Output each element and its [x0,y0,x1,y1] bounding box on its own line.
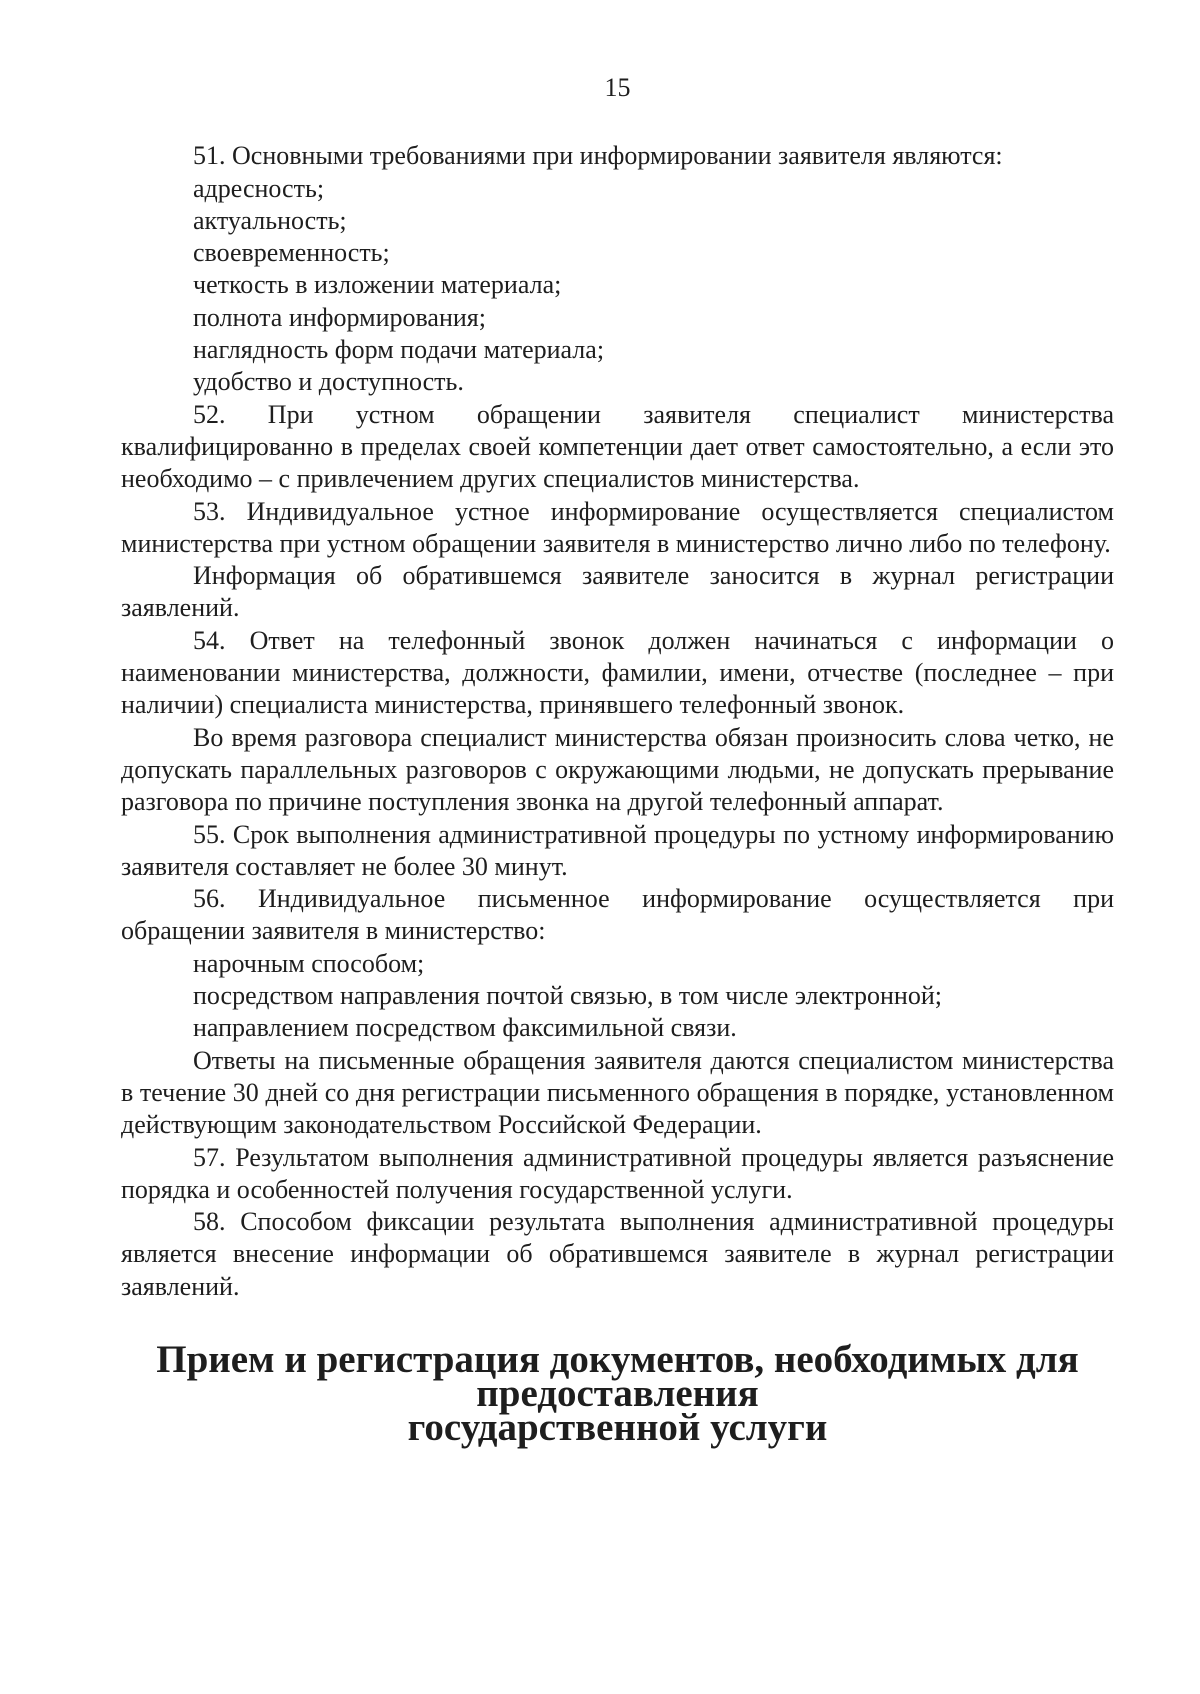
paragraph-55: 55. Срок выполнения административной процедуры по устному информированию заявителя составляет не более 30 минут. [121,819,1114,881]
paragraph-53: 53. Индивидуальное устное информирование осуществляется специалистом министерства при устном обращении заявителя в министерство лично либо по телефону. [121,496,1114,558]
paragraph-54-talk: Во время разговора специалист министерства обязан произносить слова четко, не допускать параллельных разговоров с окружающими людьми, не допускать прерывание разговора по причине поступления звонка на другой телефонный аппарат. [121,722,1114,817]
list-item: нарочным способом; [193,948,425,978]
paragraph-51-intro: 51. Основными требованиями при информировании заявителя являются: [193,141,1003,171]
section-heading-line-2: государственной услуги [407,1405,828,1449]
list-item: удобство и доступность. [193,367,464,397]
list-item: четкость в изложении материала; [193,270,562,300]
paragraph-52: 52. При устном обращении заявителя специалист министерства квалифицированно в пределах своей компетенции дает ответ самостоятельно, а если это необходимо – с привлечением других специалистов министерства. [121,399,1114,494]
section-heading-line-1: Прием и регистрация документов, необходимых для предоставления [156,1337,1079,1415]
paragraph-53-info: Информация об обратившемся заявителе заносится в журнал регистрации заявлений. [121,561,1114,623]
paragraph-57: 57. Результатом выполнения административной процедуры является разъяснение порядка и особенностей получения государственной услуги. [121,1142,1114,1204]
list-item: актуальность; [193,205,347,235]
section-heading [121,1337,1114,1449]
list-item: своевременность; [193,238,390,268]
list-item: полнота информирования; [193,302,486,332]
list-item: наглядность форм подачи материала; [193,335,605,365]
list-item: направлением посредством факсимильной связи. [193,1013,737,1043]
paragraph-56-answers: Ответы на письменные обращения заявителя даются специалистом министерства в течение 30 дней со дня регистрации письменного обращения в порядке, установленном действующим законодательством Российской Федерации. [121,1045,1114,1140]
list-item: посредством направления почтой связью, в том числе электронной; [193,981,942,1011]
paragraph-56-intro: 56. Индивидуальное письменное информирование осуществляется при обращении заявителя в министерство: [121,884,1114,946]
list-item: адресность; [193,173,325,203]
page-number: 15 [604,73,631,102]
paragraph-58: 58. Способом фиксации результата выполнения административной процедуры является внесение информации об обратившемся заявителе в журнал регистрации заявлений. [121,1207,1114,1301]
paragraph-54: 54. Ответ на телефонный звонок должен начинаться с информации о наименовании министерства, должности, фамилии, имени, отчестве (последнее – при наличии) специалиста министерства, принявшего телефонный звонок. [121,625,1114,720]
